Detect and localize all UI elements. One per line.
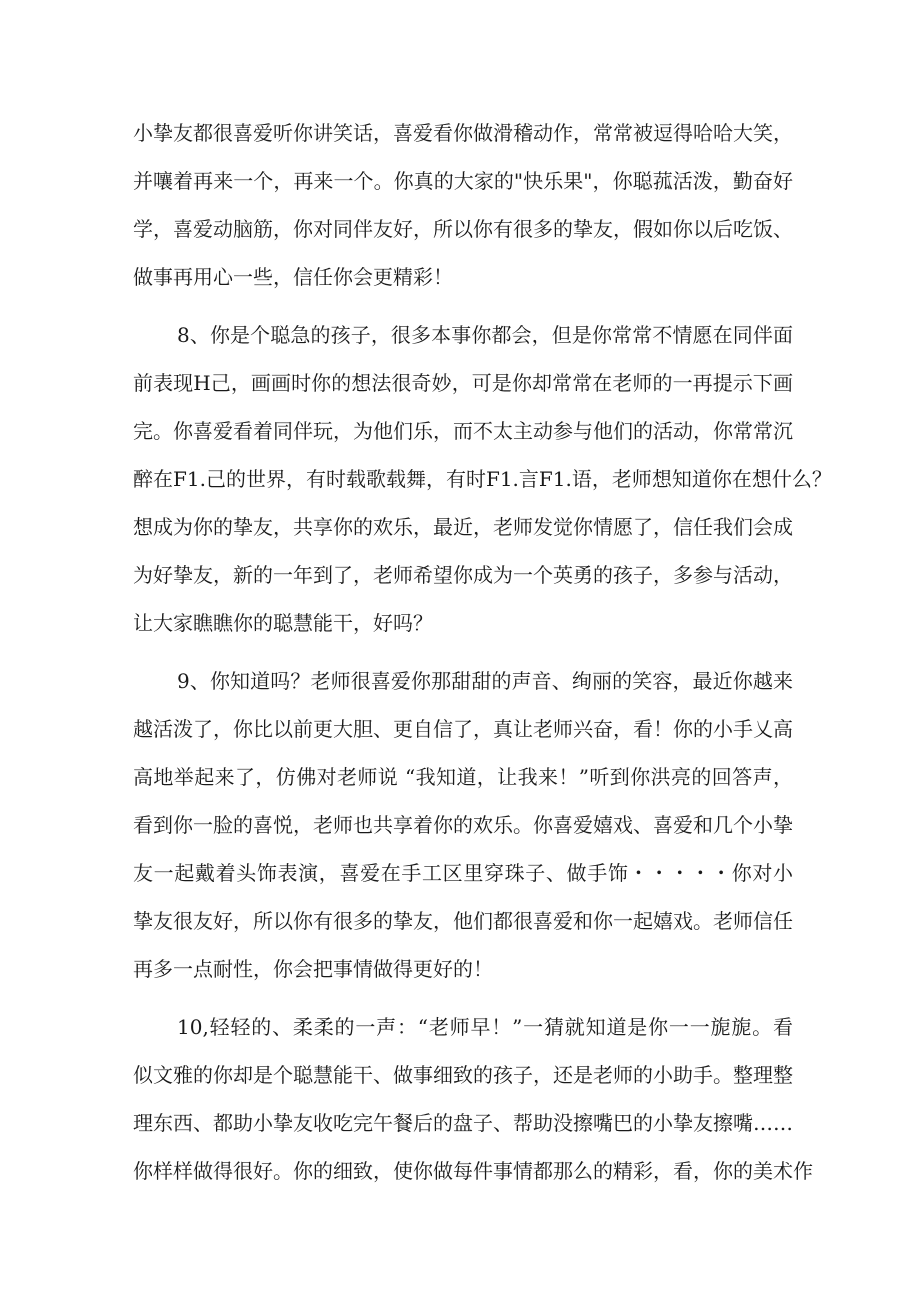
- text-line: 友一起戴着头饰表演，喜爱在手工区里穿珠子、做手饰・・・・・你对小: [133, 861, 793, 885]
- text-line: 越活泼了，你比以前更大胆、更自信了，真让老师兴奋，看！你的小手乂高: [133, 717, 793, 741]
- text-line: 想成为你的挚友，共享你的欢乐，最近，老师发觉你情愿了，信任我们会成: [133, 515, 793, 539]
- text-line: 理东西、都助小挚友收吃完午餐后的盘子、帮助没擦嘴巴的小挚友擦嘴……: [133, 1111, 793, 1135]
- text-line: 完。你喜爱看着同伴玩，为他们乐，而不太主动参与他们的活动，你常常沉: [133, 419, 793, 443]
- text-line: 前表现H己，画画时你的想法很奇妙，可是你却常常在老师的一再提示下画: [133, 371, 793, 395]
- text-line: 再多一点耐性，你会把事情做得更好的！: [133, 957, 493, 981]
- text-line: 你样样做得很好。你的细致，使你做每件事情都那么的精彩，看，你的美术作: [133, 1159, 813, 1183]
- text-line: 小挚友都很喜爱听你讲笑话，喜爱看你做滑稽动作，常常被逗得哈哈大笑，: [133, 121, 793, 145]
- paragraph-continuation: [133, 109, 793, 301]
- paragraph-8: [133, 311, 832, 647]
- paragraph-10: [133, 1003, 813, 1195]
- document-page: [133, 109, 832, 1195]
- text-line: 似文雅的你却是个聪慧能干、做事细致的孩子，还是老师的小助手。整理整: [133, 1063, 793, 1087]
- text-line: 为好挚友，新的一年到了，老师希望你成为一个英勇的孩子，多参与活动，: [133, 563, 793, 587]
- text-line: 学，喜爱动脑筋，你对同伴友好，所以你有很多的挚友，假如你以后吃饭、: [133, 217, 793, 241]
- paragraph-9: [133, 657, 793, 993]
- text-line: 高地举起来了，仿佛对老师说 “我知道，让我来！”听到你洪亮的回答声，: [133, 765, 793, 789]
- text-line: 并嚷着再来一个，再来一个。你真的大家的"快乐果"，你聪菰活泼，勤奋好: [133, 169, 793, 193]
- text-line: 醉在F1.己的世界，有时载歌载舞，有时F1.言F1.语，老师想知道你在想什么？: [133, 467, 832, 491]
- text-line: 挚友很友好，所以你有很多的挚友，他们都很喜爱和你一起嬉戏。老师信任: [133, 909, 793, 933]
- text-line: 10,轻轻的、柔柔的一声：“老师早！”一猜就知道是你一一旎旎。看: [177, 1015, 793, 1039]
- text-line: 9、你知道吗？老师很喜爱你那甜甜的声音、绚丽的笑容，最近你越来: [177, 669, 793, 693]
- text-line: 8、你是个聪急的孩子，很多本事你都会，但是你常常不情愿在同伴面: [177, 323, 793, 347]
- text-line: 让大家瞧瞧你的聪慧能干，好吗？: [133, 611, 433, 635]
- text-line: 看到你一脸的喜悦，老师也共享着你的欢乐。你喜爱嬉戏、喜爱和几个小挚: [133, 813, 793, 837]
- text-line: 做事再用心一些，信任你会更精彩！: [133, 265, 453, 289]
